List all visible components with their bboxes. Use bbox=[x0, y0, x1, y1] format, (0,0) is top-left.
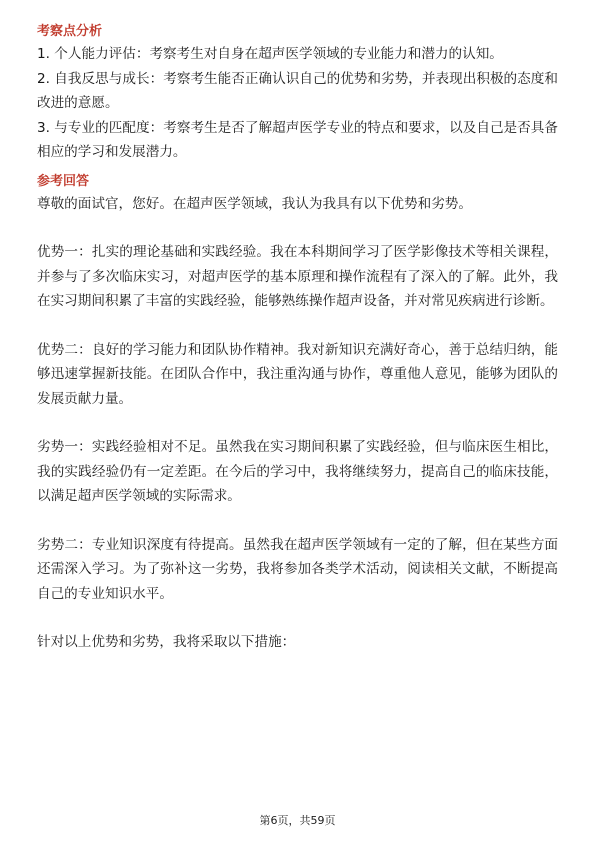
answer-paragraph-measures: 针对以上优势和劣势，我将采取以下措施： bbox=[37, 634, 296, 650]
section-heading-analysis: 考察点分析 bbox=[37, 24, 103, 39]
answer-paragraph-weakness-1: 劣势一：实践经验相对不足。虽然我在实习期间积累了实践经验，但与临床医生相比，我的实践经验仍有一定差距。在今后的学习中，我将继续努力，提高自己的临床技能，以满足超声医学领域的实际需求。 bbox=[37, 439, 558, 504]
answer-paragraph-strength-2: 优势二：良好的学习能力和团队协作精神。我对新知识充满好奇心，善于总结归纳，能够迅速掌握新技能。在团队合作中，我注重沟通与协作，尊重他人意见，能够为团队的发展贡献力量。 bbox=[37, 341, 558, 407]
section-heading-reference-answer: 参考回答 bbox=[37, 173, 90, 189]
analysis-item: 2. 自我反思与成长：考察考生能否正确认识自己的优势和劣势，并表现出积极的态度和改进的意愿。 bbox=[37, 70, 558, 111]
analysis-list bbox=[37, 42, 558, 165]
analysis-item: 1. 个人能力评估：考察考生对自身在超声医学领域的专业能力和潜力的认知。 bbox=[37, 46, 503, 62]
analysis-item: 3. 与专业的匹配度：考察考生是否了解超声医学专业的特点和要求，以及自己是否具备相应的学习和发展潜力。 bbox=[37, 119, 558, 160]
answer-paragraph-strength-1: 优势一：扎实的理论基础和实践经验。我在本科期间学习了医学影像技术等相关课程，并参与了多次临床实习，对超声医学的基本原理和操作流程有了深入的了解。此外，我在实习期间积累了丰富的实践经验，能够熟练操作超声设备，并对常见疾病进行诊断。 bbox=[37, 244, 558, 309]
page-number-footer: 第6页，共59页 bbox=[259, 814, 336, 827]
answer-paragraph-weakness-2: 劣势二：专业知识深度有待提高。虽然我在超声医学领域有一定的了解，但在某些方面还需深入学习。为了弥补这一劣势，我将参加各类学术活动，阅读相关文献，不断提高自己的专业知识水平。 bbox=[37, 536, 558, 602]
answer-intro: 尊敬的面试官，您好。在超声医学领域，我认为我具有以下优势和劣势。 bbox=[37, 195, 472, 212]
document-page bbox=[37, 22, 558, 655]
